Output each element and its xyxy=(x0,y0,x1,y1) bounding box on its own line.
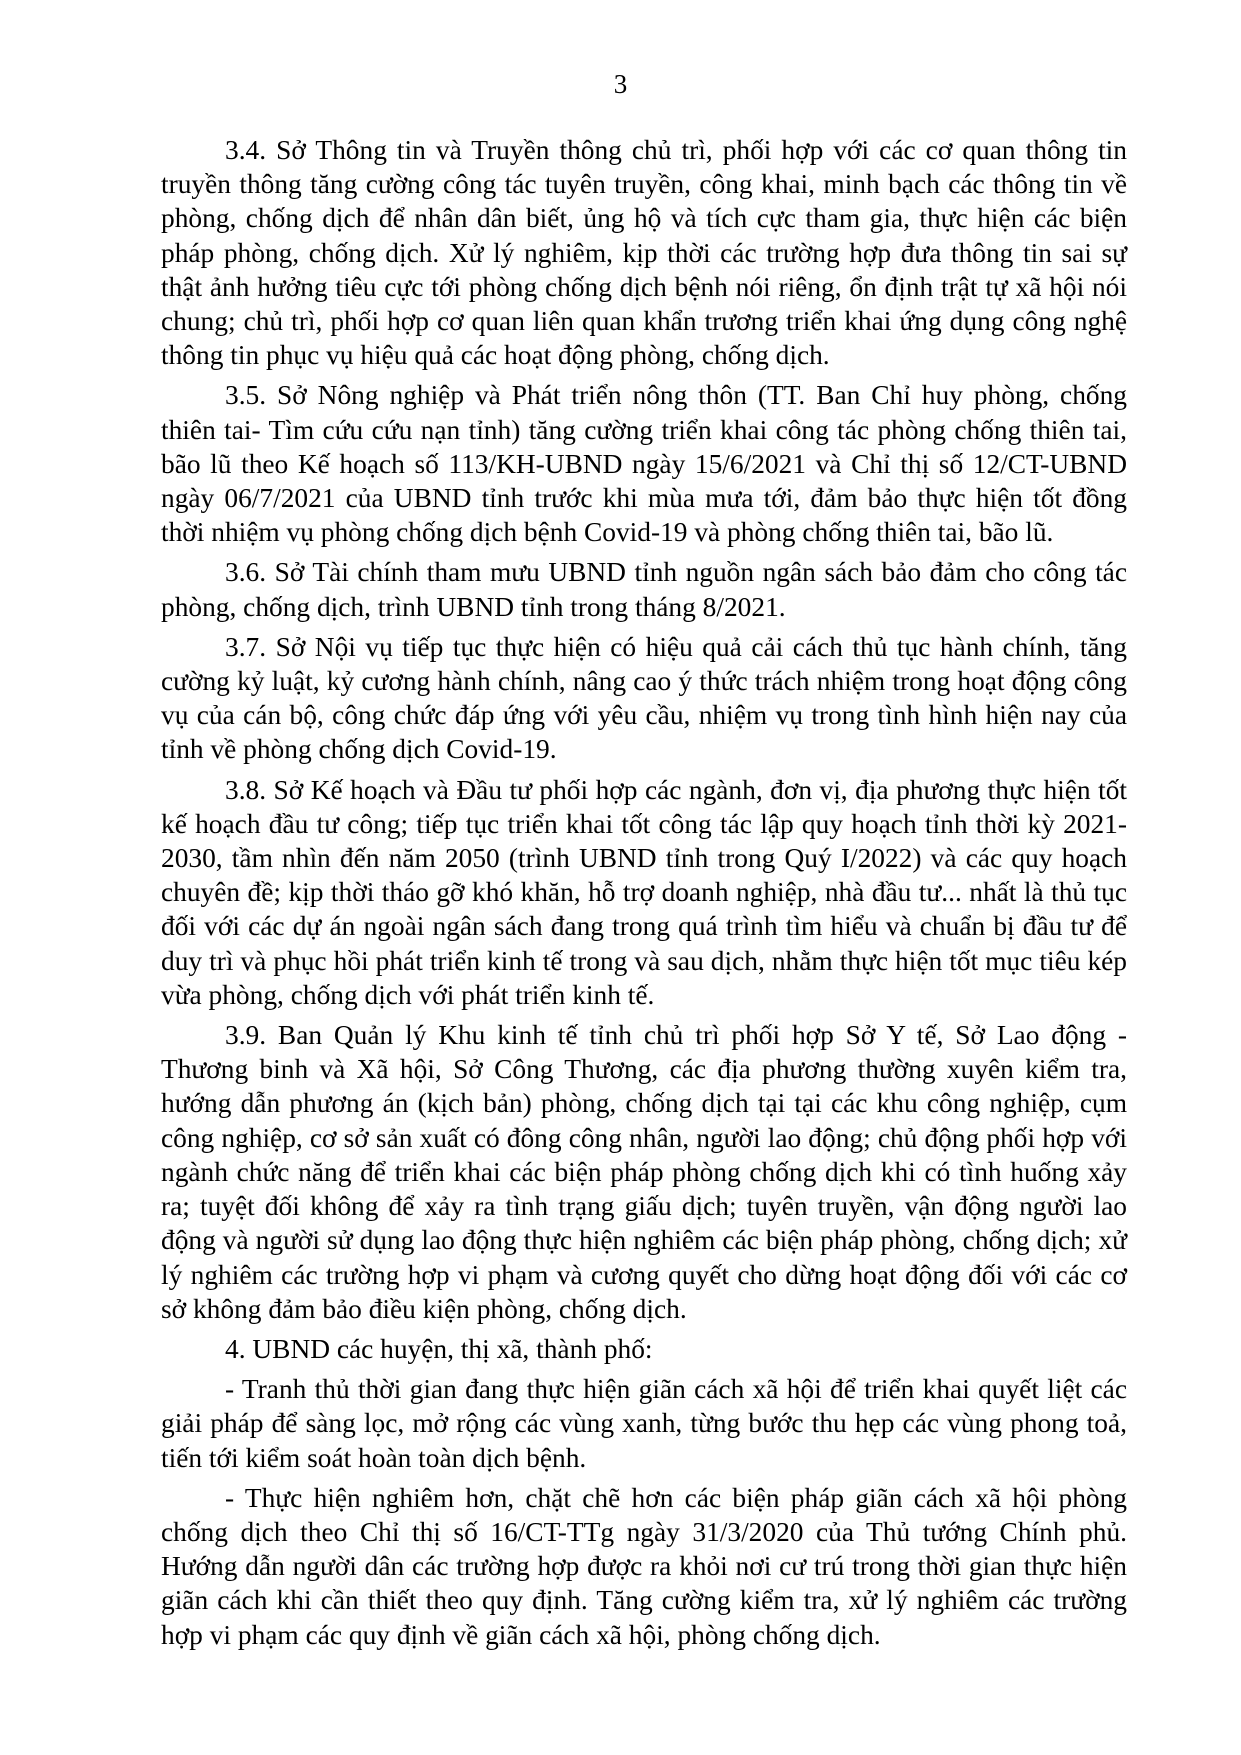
paragraph-3-7: 3.7. Sở Nội vụ tiếp tục thực hiện có hiệu quả cải cách thủ tục hành chính, tăng cường kỷ luật, kỷ cương hành chính, nâng cao ý thức trách nhiệm trong hoạt động công vụ của cán bộ, công chức đáp ứng với yêu cầu, nhiệm vụ trong tình hình hiện nay của tỉnh về phòng chống dịch Covid-19. xyxy=(161,631,1127,765)
bullet-item: - Tranh thủ thời gian đang thực hiện giãn cách xã hội để triển khai quyết liệt các giải pháp để sàng lọc, mở rộng các vùng xanh, từng bước thu hẹp các vùng phong toả, tiến tới kiểm soát hoàn toàn dịch bệnh. xyxy=(161,1374,1127,1473)
page-number: 3 xyxy=(613,69,628,99)
paragraph-3-9: 3.9. Ban Quản lý Khu kinh tế tỉnh chủ trì phối hợp Sở Y tế, Sở Lao động - Thương binh và Xã hội, Sở Công Thương, các địa phương thường xuyên kiểm tra, hướng dẫn phương án (kịch bản) phòng, chống dịch tại tại các khu công nghiệp, cụm công nghiệp, cơ sở sản xuất có đông công nhân, người lao động; chủ động phối hợp với ngành chức năng để triển khai các biện pháp phòng chống dịch khi có tình huống xảy ra; tuyệt đối không để xảy ra tình trạng giấu dịch; tuyên truyền, vận động người lao động và người sử dụng lao động thực hiện nghiêm các biện pháp phòng, chống dịch; xử lý nghiêm các trường hợp vi phạm và cương quyết cho dừng hoạt động đối với các cơ sở không đảm bảo điều kiện phòng, chống dịch. xyxy=(161,1020,1127,1324)
paragraph-3-6: 3.6. Sở Tài chính tham mưu UBND tỉnh nguồn ngân sách bảo đảm cho công tác phòng, chống dịch, trình UBND tỉnh trong tháng 8/2021. xyxy=(161,557,1127,622)
paragraph-3-8: 3.8. Sở Kế hoạch và Đầu tư phối hợp các ngành, đơn vị, địa phương thực hiện tốt kế hoạch đầu tư công; tiếp tục triển khai tốt công tác lập quy hoạch tỉnh thời kỳ 2021-2030, tầm nhìn đến năm 2050 (trình UBND tỉnh trong Quý I/2022) và các quy hoạch chuyên đề; kịp thời tháo gỡ khó khăn, hỗ trợ doanh nghiệp, nhà đầu tư... nhất là thủ tục đối với các dự án ngoài ngân sách đang trong quá trình tìm hiểu và chuẩn bị đầu tư để duy trì và phục hồi phát triển kinh tế trong và sau dịch, nhằm thực hiện tốt mục tiêu kép vừa phòng, chống dịch với phát triển kinh tế. xyxy=(161,774,1127,1010)
section-heading-4: 4. UBND các huyện, thị xã, thành phố: xyxy=(225,1333,653,1364)
document-body xyxy=(161,133,1127,1658)
paragraph-3-4: 3.4. Sở Thông tin và Truyền thông chủ trì, phối hợp với các cơ quan thông tin truyền thông tăng cường công tác tuyên truyền, công khai, minh bạch các thông tin về phòng, chống dịch để nhân dân biết, ủng hộ và tích cực tham gia, thực hiện các biện pháp phòng, chống dịch. Xử lý nghiêm, kịp thời các trường hợp đưa thông tin sai sự thật ảnh hưởng tiêu cực tới phòng chống dịch bệnh nói riêng, ổn định trật tự xã hội nói chung; chủ trì, phối hợp cơ quan liên quan khẩn trương triển khai ứng dụng công nghệ thông tin phục vụ hiệu quả các hoạt động phòng, chống dịch. xyxy=(161,135,1127,371)
bullet-item: - Thực hiện nghiêm hơn, chặt chẽ hơn các biện pháp giãn cách xã hội phòng chống dịch theo Chỉ thị số 16/CT-TTg ngày 31/3/2020 của Thủ tướng Chính phủ. Hướng dẫn người dân các trường hợp được ra khỏi nơi cư trú trong thời gian thực hiện giãn cách khi cần thiết theo quy định. Tăng cường kiểm tra, xử lý nghiêm các trường hợp vi phạm các quy định về giãn cách xã hội, phòng chống dịch. xyxy=(161,1482,1127,1650)
paragraph-3-5: 3.5. Sở Nông nghiệp và Phát triển nông thôn (TT. Ban Chỉ huy phòng, chống thiên tai- Tìm cứu cứu nạn tỉnh) tăng cường triển khai công tác phòng chống thiên tai, bão lũ theo Kế hoạch số 113/KH-UBND ngày 15/6/2021 và Chỉ thị số 12/CT-UBND ngày 06/7/2021 của UBND tỉnh trước khi mùa mưa tới, đảm bảo thực hiện tốt đồng thời nhiệm vụ phòng chống dịch bệnh Covid-19 và phòng chống thiên tai, bão lũ. xyxy=(161,380,1127,548)
